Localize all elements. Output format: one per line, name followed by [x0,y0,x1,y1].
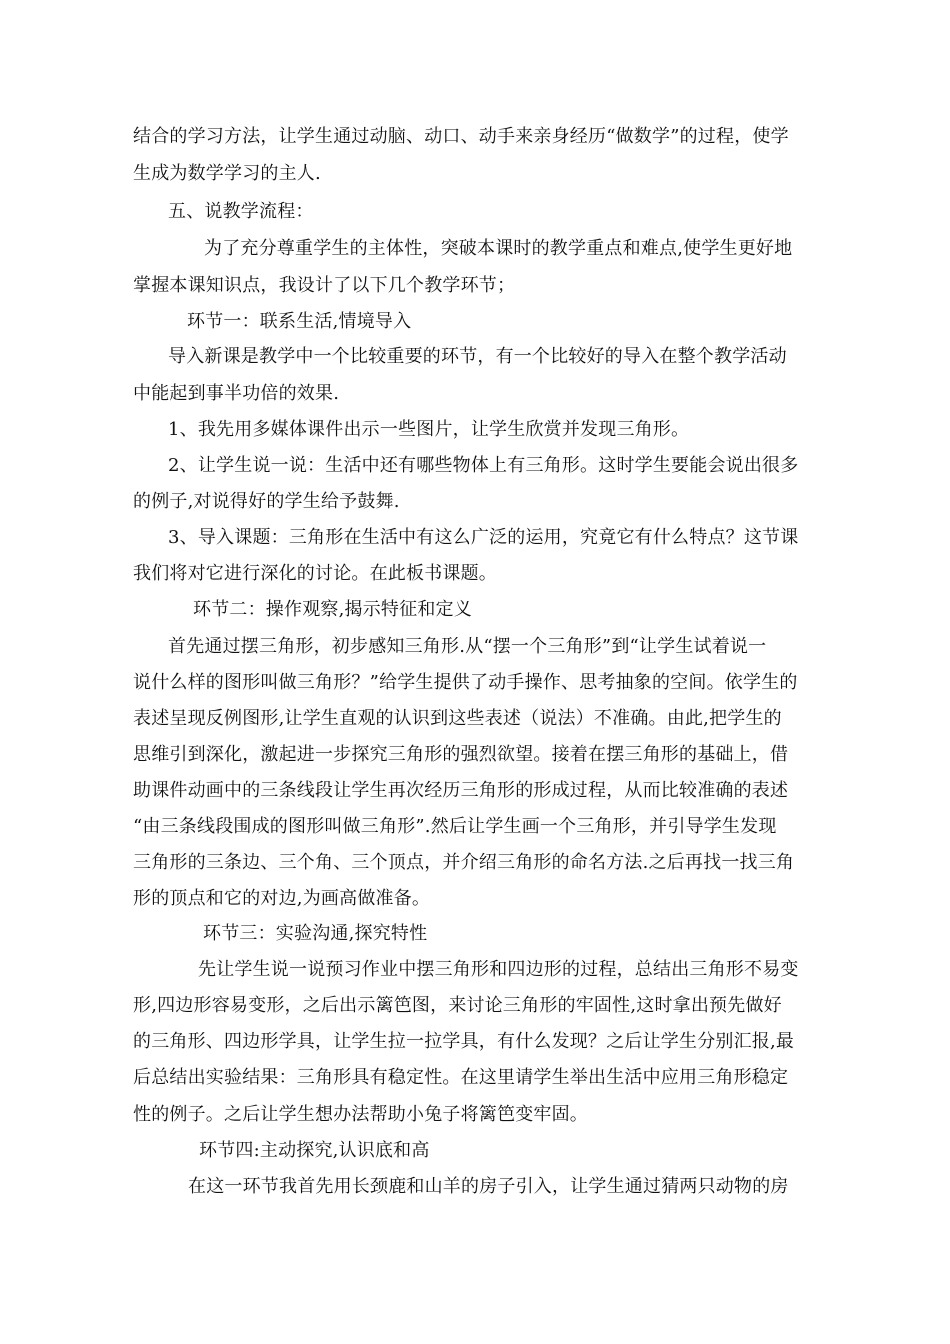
text-line: 在这一环节我首先用长颈鹿和山羊的房子引入，让学生通过猜两只动物的房 [188,1176,789,1197]
text-line: “由三条线段围成的图形叫做三角形”.然后让学生画一个三角形，并引导学生发现 [133,816,777,837]
text-line: 我们将对它进行深化的讨论。在此板书课题。 [133,563,497,584]
text-line: 三角形的三条边、三个角、三个顶点，并介绍三角形的命名方法.之后再找一找三角 [133,852,795,873]
text-line: 为了充分尊重学生的主体性，突破本课时的教学重点和难点,使学生更好地 [204,238,793,259]
text-line: 说什么样的图形叫做三角形？”给学生提供了动手操作、思考抽象的空间。依学生的 [133,672,798,693]
text-line: 性的例子。之后让学生想办法帮助小兔子将篱笆变牢固。 [133,1104,588,1125]
subsection-heading: 环节三：实验沟通,探究特性 [203,923,428,944]
subsection-heading: 环节四:主动探究,认识底和高 [199,1140,430,1161]
section-heading: 五、说教学流程： [168,201,314,222]
text-line: 后总结出实验结果：三角形具有稳定性。在这里请学生举出生活中应用三角形稳定 [133,1067,789,1088]
text-line: 1、我先用多媒体课件出示一些图片，让学生欣赏并发现三角形。 [168,419,690,440]
text-line: 首先通过摆三角形，初步感知三角形.从“摆一个三角形”到“让学生试着说一 [168,636,767,657]
text-line: 形的顶点和它的对边,为画高做准备。 [133,888,431,909]
text-line: 形,四边形容易变形，之后出示篱笆图，来讨论三角形的牢固性,这时拿出预先做好 [133,995,782,1016]
text-line: 2、让学生说一说：生活中还有哪些物体上有三角形。这时学生要能会说出很多 [168,455,799,476]
text-line: 中能起到事半功倍的效果. [133,383,340,404]
text-line: 的例子,对说得好的学生给予鼓舞. [133,491,400,512]
text-line: 助课件动画中的三条线段让学生再次经历三角形的形成过程，从而比较准确的表述 [133,780,789,801]
subsection-heading: 环节二：操作观察,揭示特征和定义 [193,599,472,620]
text-line: 结合的学习方法，让学生通过动脑、动口、动手来亲身经历“做数学”的过程，使学 [133,126,789,147]
text-line: 生成为数学学习的主人. [133,163,321,184]
text-line: 3、导入课题：三角形在生活中有这么广泛的运用，究竟它有什么特点？这节课 [168,527,799,548]
text-line: 掌握本课知识点，我设计了以下几个教学环节； [133,275,516,296]
text-line: 思维引到深化，激起进一步探究三角形的强烈欲望。接着在摆三角形的基础上，借 [133,744,789,765]
text-line: 导入新课是教学中一个比较重要的环节，有一个比较好的导入在整个教学活动 [168,346,787,367]
text-line: 表述呈现反例图形,让学生直观的认识到这些表述（说法）不准确。由此,把学生的 [133,708,782,729]
text-line: 先让学生说一说预习作业中摆三角形和四边形的过程，总结出三角形不易变 [198,959,799,980]
subsection-heading: 环节一：联系生活,情境导入 [187,311,412,332]
text-line: 的三角形、四边形学具，让学生拉一拉学具，有什么发现？之后让学生分别汇报,最 [133,1031,795,1052]
